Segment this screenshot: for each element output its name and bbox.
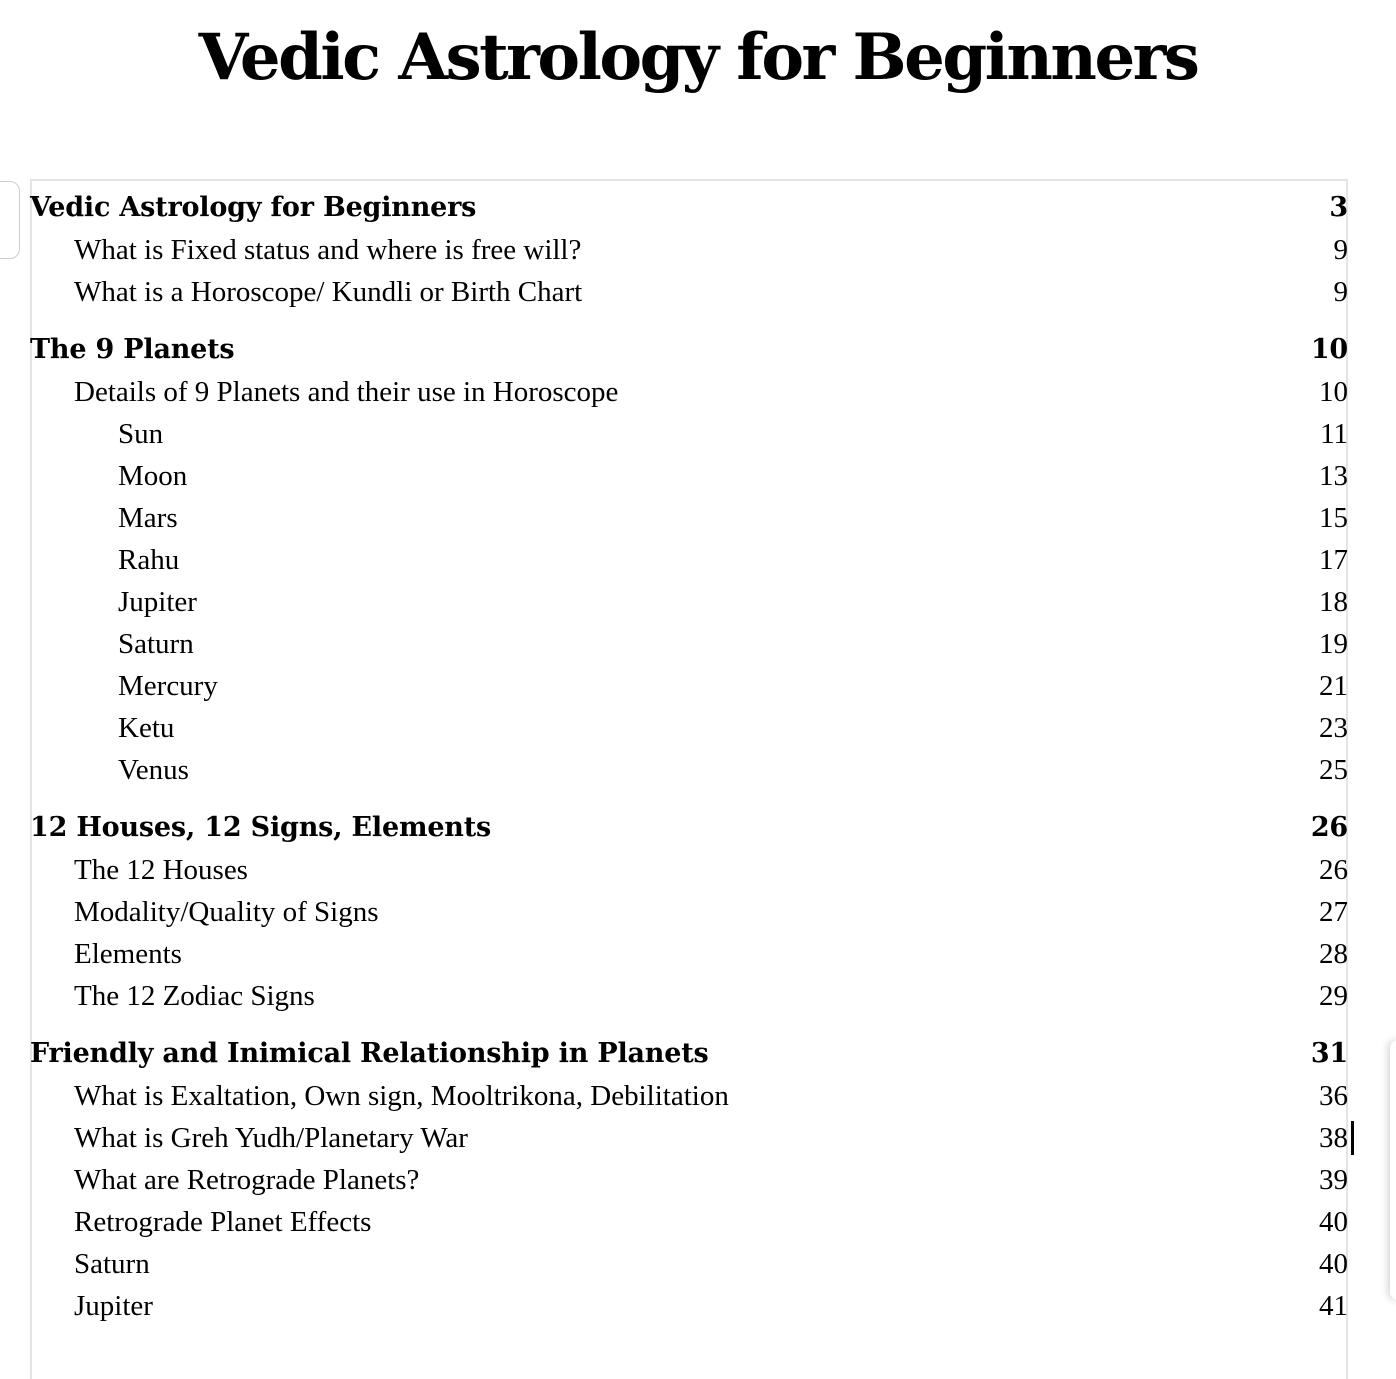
toc-entry-label[interactable]: Modality/Quality of Signs: [74, 896, 379, 928]
toc-entry-page-number[interactable]: 28: [1319, 938, 1348, 970]
toc-entry-page-number[interactable]: 29: [1319, 980, 1348, 1012]
toc-entry-label[interactable]: What is Greh Yudh/Planetary War: [74, 1122, 468, 1154]
toc-entry[interactable]: [30, 497, 1348, 539]
toc-entry-page-number[interactable]: 18: [1319, 586, 1348, 618]
toc-entry-page-number[interactable]: 36: [1319, 1080, 1348, 1112]
text-cursor: [1351, 1121, 1354, 1155]
toc-entry-label[interactable]: Sun: [118, 418, 164, 450]
toc-entry[interactable]: [30, 665, 1348, 707]
toc-entry-page-number[interactable]: 9: [1333, 234, 1348, 266]
toc-entry-page-number[interactable]: 41: [1319, 1290, 1348, 1322]
toc-entry-label[interactable]: The 9 Planets: [30, 334, 235, 365]
toc-entry-label[interactable]: What is a Horoscope/ Kundli or Birth Chart: [74, 276, 583, 308]
toc-entry[interactable]: [30, 1117, 1348, 1159]
toc-entry-page-number[interactable]: 10: [1319, 376, 1348, 408]
toc-entry-page-number[interactable]: 21: [1319, 670, 1348, 702]
toc-entry[interactable]: [30, 187, 1348, 229]
toc-entry[interactable]: [30, 329, 1348, 371]
toc-entry[interactable]: [30, 581, 1348, 623]
toc-entry-label[interactable]: What is Fixed status and where is free will?: [74, 234, 582, 266]
toc-entry-page-number[interactable]: 9: [1333, 276, 1348, 308]
toc-entry[interactable]: [30, 371, 1348, 413]
toc-entry-page-number[interactable]: 40: [1319, 1248, 1348, 1280]
toc-entry-label[interactable]: Mars: [118, 502, 178, 534]
toc-entry-label[interactable]: Elements: [74, 938, 182, 970]
toc-entry[interactable]: [30, 1033, 1348, 1075]
toc-entry[interactable]: [30, 975, 1348, 1017]
table-of-contents: [30, 187, 1348, 1327]
toc-entry[interactable]: [30, 749, 1348, 791]
toc-entry-label[interactable]: 12 Houses, 12 Signs, Elements: [30, 812, 492, 843]
toc-entry[interactable]: [30, 1243, 1348, 1285]
toc-entry-label[interactable]: Jupiter: [118, 586, 197, 618]
toc-entry-page-number[interactable]: 25: [1319, 754, 1348, 786]
toc-entry-page-number[interactable]: 3: [1329, 192, 1348, 223]
sidebar-toggle-tab[interactable]: [0, 181, 20, 259]
toc-entry-label[interactable]: Friendly and Inimical Relationship in Planets: [30, 1038, 709, 1069]
toc-entry-page-number[interactable]: 19: [1319, 628, 1348, 660]
toc-entry[interactable]: [30, 413, 1348, 455]
toc-entry[interactable]: [30, 849, 1348, 891]
toc-entry[interactable]: [30, 1075, 1348, 1117]
toc-entry-page-number[interactable]: 15: [1319, 502, 1348, 534]
toc-entry-label[interactable]: The 12 Zodiac Signs: [74, 980, 315, 1012]
toc-entry[interactable]: [30, 933, 1348, 975]
toc-entry-label[interactable]: The 12 Houses: [74, 854, 248, 886]
toc-entry-label[interactable]: Vedic Astrology for Beginners: [30, 192, 477, 223]
toc-entry-page-number[interactable]: 38: [1319, 1122, 1348, 1154]
toc-entry-label[interactable]: Details of 9 Planets and their use in Horoscope: [74, 376, 619, 408]
toc-entry[interactable]: [30, 539, 1348, 581]
toc-entry-page-number[interactable]: 40: [1319, 1206, 1348, 1238]
toc-entry-page-number[interactable]: 10: [1310, 334, 1348, 365]
toc-entry[interactable]: [30, 455, 1348, 497]
toc-entry-page-number[interactable]: 26: [1319, 854, 1348, 886]
toc-entry[interactable]: [30, 1159, 1348, 1201]
toc-entry-label[interactable]: Rahu: [118, 544, 180, 576]
toc-entry[interactable]: [30, 1285, 1348, 1327]
toc-entry[interactable]: [30, 1201, 1348, 1243]
toc-entry-label[interactable]: What is Exaltation, Own sign, Mooltrikona, Debilitation: [74, 1080, 729, 1112]
toc-entry-page-number[interactable]: 23: [1319, 712, 1348, 744]
toc-entry-label[interactable]: Retrograde Planet Effects: [74, 1206, 372, 1238]
toc-entry-page-number[interactable]: 11: [1320, 418, 1348, 450]
toc-entry[interactable]: [30, 807, 1348, 849]
toc-entry-page-number[interactable]: 17: [1319, 544, 1348, 576]
toc-entry-page-number[interactable]: 26: [1310, 812, 1348, 843]
toc-entry-label[interactable]: Mercury: [118, 670, 218, 702]
toc-entry-label[interactable]: What are Retrograde Planets?: [74, 1164, 420, 1196]
toc-entry-label[interactable]: Ketu: [118, 712, 175, 744]
toc-entry-label[interactable]: Saturn: [118, 628, 194, 660]
toc-entry-label[interactable]: Moon: [118, 460, 188, 492]
toc-entry-label[interactable]: Venus: [118, 754, 189, 786]
toc-entry[interactable]: [30, 271, 1348, 313]
toc-entry[interactable]: [30, 891, 1348, 933]
toc-entry-label[interactable]: Saturn: [74, 1248, 150, 1280]
side-panel-edge: [1390, 1040, 1396, 1300]
toc-entry[interactable]: [30, 707, 1348, 749]
toc-entry[interactable]: [30, 229, 1348, 271]
toc-entry-label[interactable]: Jupiter: [74, 1290, 153, 1322]
toc-entry[interactable]: [30, 623, 1348, 665]
toc-entry-page-number[interactable]: 39: [1319, 1164, 1348, 1196]
toc-entry-page-number[interactable]: 13: [1319, 460, 1348, 492]
toc-entry-page-number[interactable]: 27: [1319, 896, 1348, 928]
document-title: Vedic Astrology for Beginners: [198, 20, 1198, 95]
toc-entry-page-number[interactable]: 31: [1310, 1038, 1348, 1069]
